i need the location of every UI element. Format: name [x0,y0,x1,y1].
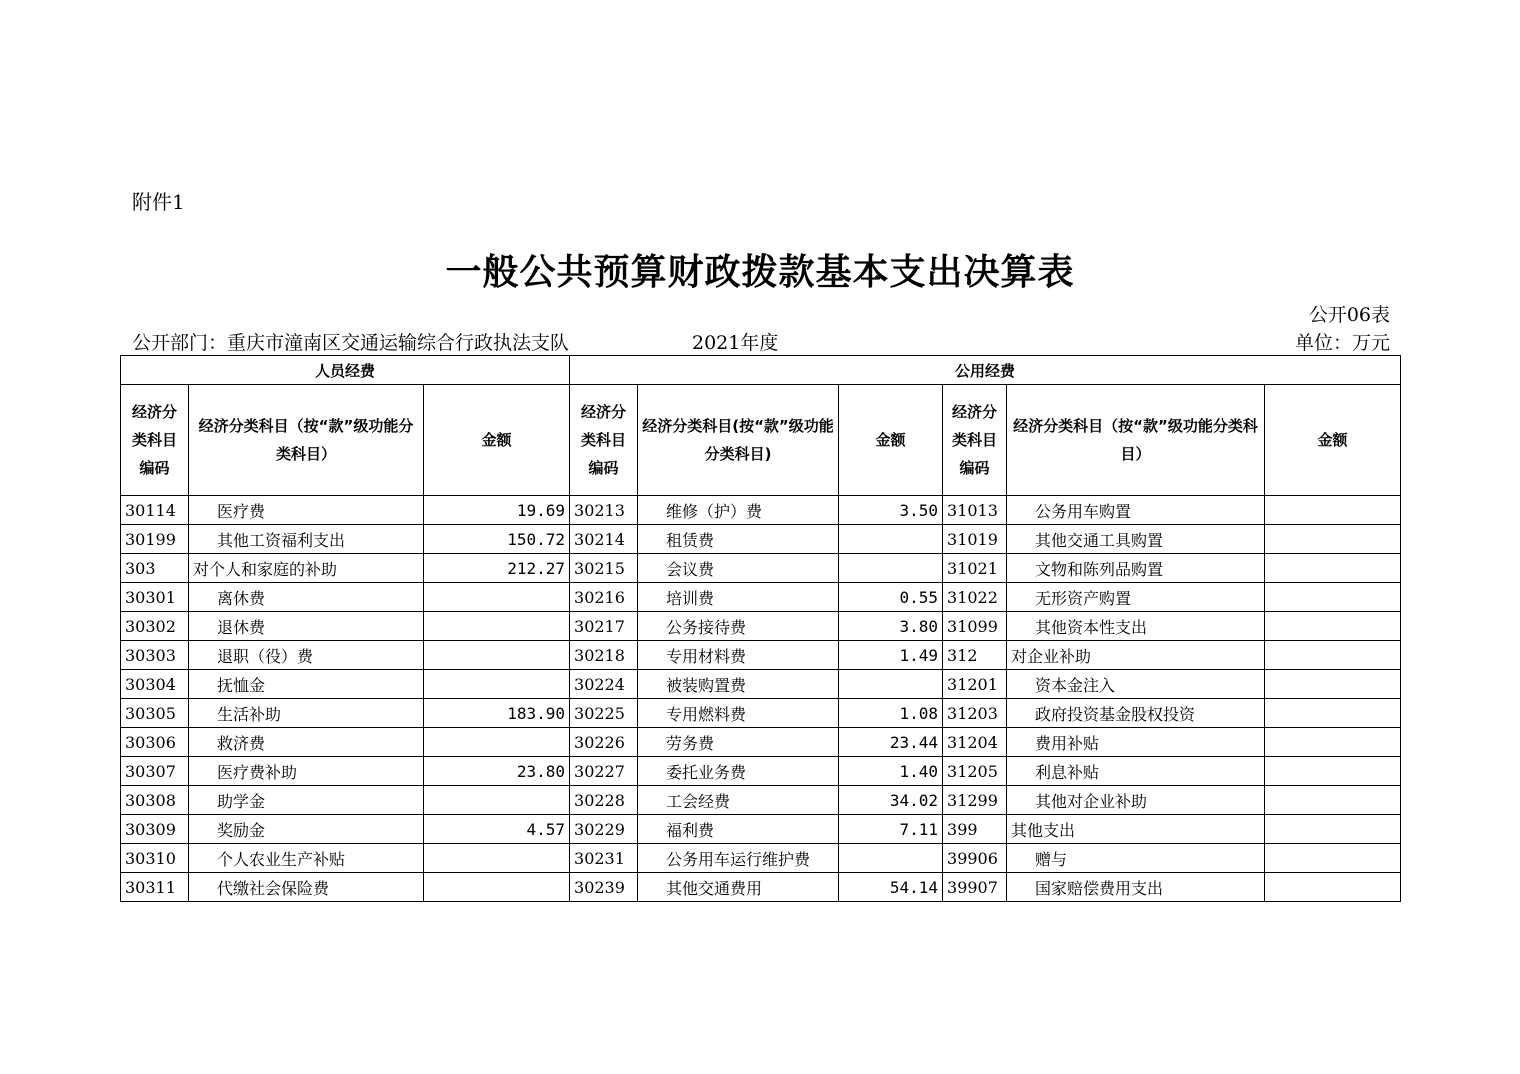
item-name-cell: 文物和陈列品购置 [1007,554,1265,583]
table-row [121,670,1401,699]
code-cell: 312 [943,641,1007,670]
table-row [121,815,1401,844]
amount-cell [1265,554,1401,583]
table-row [121,583,1401,612]
item-name-cell: 救济费 [189,728,424,757]
table-number: 公开06表 [1308,304,1390,326]
item-name-cell: 工会经费 [638,786,839,815]
code-cell: 30231 [570,844,638,873]
item-name-cell: 助学金 [189,786,424,815]
amount-cell: 34.02 [839,786,943,815]
table-row [121,699,1401,728]
item-name-cell: 福利费 [638,815,839,844]
code-cell: 30305 [121,699,189,728]
item-name-cell: 无形资产购置 [1007,583,1265,612]
amount-cell [1265,815,1401,844]
amount-cell: 3.50 [839,496,943,525]
amount-cell: 1.08 [839,699,943,728]
item-name-cell: 劳务费 [638,728,839,757]
code-cell: 31019 [943,525,1007,554]
item-name-cell: 公务接待费 [638,612,839,641]
item-name-cell: 其他交通工具购置 [1007,525,1265,554]
table-row [121,728,1401,757]
item-name-cell: 赠与 [1007,844,1265,873]
code-cell: 30213 [570,496,638,525]
table-row [121,873,1401,902]
item-name-cell: 委托业务费 [638,757,839,786]
item-name-cell: 退职（役）费 [189,641,424,670]
department-label: 公开部门：重庆市潼南区交通运输综合行政执法支队 [132,332,570,354]
amount-cell: 54.14 [839,873,943,902]
item-name-cell: 维修（护）费 [638,496,839,525]
group-header-row [121,356,1401,385]
code-cell: 30302 [121,612,189,641]
code-cell: 30216 [570,583,638,612]
item-name-cell: 其他工资福利支出 [189,525,424,554]
amount-cell [1265,612,1401,641]
code-cell: 30226 [570,728,638,757]
item-name-cell: 个人农业生产补贴 [189,844,424,873]
amount-cell [1265,844,1401,873]
item-name-cell: 代缴社会保险费 [189,873,424,902]
table-row [121,641,1401,670]
amount-cell: 1.49 [839,641,943,670]
table-row [121,844,1401,873]
code-cell: 30214 [570,525,638,554]
amount-cell [839,670,943,699]
code-cell: 31022 [943,583,1007,612]
code-cell: 31201 [943,670,1007,699]
amount-cell [424,641,570,670]
personnel-expense-header: 人员经费 [121,356,570,385]
item-name-cell: 费用补贴 [1007,728,1265,757]
amount-cell [1265,641,1401,670]
code-cell: 30225 [570,699,638,728]
item-name-cell: 抚恤金 [189,670,424,699]
public-expense-header: 公用经费 [570,356,1401,385]
item-name-cell: 公务用车购置 [1007,496,1265,525]
table-row [121,496,1401,525]
item-name-cell: 会议费 [638,554,839,583]
code-cell: 31205 [943,757,1007,786]
item-name-cell: 培训费 [638,583,839,612]
item-name-cell: 政府投资基金股权投资 [1007,699,1265,728]
code-cell: 30306 [121,728,189,757]
amount-cell: 183.90 [424,699,570,728]
amount-cell [839,844,943,873]
code-cell: 30309 [121,815,189,844]
item-name-cell: 被装购置费 [638,670,839,699]
column-header-row [121,385,1401,496]
amount-header: 金额 [424,385,570,496]
code-header: 经济分类科目编码 [943,385,1007,496]
amount-cell [1265,525,1401,554]
expenditure-table [120,355,1401,902]
item-name-cell: 离休费 [189,583,424,612]
amount-cell [424,670,570,699]
year-label: 2021年度 [692,332,779,354]
item-name-cell: 奖励金 [189,815,424,844]
amount-cell: 212.27 [424,554,570,583]
item-name-cell: 国家赔偿费用支出 [1007,873,1265,902]
code-cell: 39906 [943,844,1007,873]
amount-cell [424,844,570,873]
amount-header: 金额 [839,385,943,496]
table-body [121,496,1401,902]
item-name-cell: 其他交通费用 [638,873,839,902]
amount-cell [424,612,570,641]
amount-cell: 3.80 [839,612,943,641]
amount-cell [1265,496,1401,525]
amount-cell [424,873,570,902]
code-cell: 30199 [121,525,189,554]
code-cell: 30311 [121,873,189,902]
item-name-cell: 其他支出 [1007,815,1265,844]
amount-cell [1265,757,1401,786]
item-name-cell: 其他对企业补助 [1007,786,1265,815]
amount-header: 金额 [1265,385,1401,496]
table-row [121,554,1401,583]
code-cell: 30228 [570,786,638,815]
code-cell: 30217 [570,612,638,641]
amount-cell [1265,873,1401,902]
amount-cell [1265,670,1401,699]
code-header: 经济分类科目编码 [570,385,638,496]
attachment-label: 附件1 [132,190,185,214]
code-cell: 30307 [121,757,189,786]
table-row [121,525,1401,554]
amount-cell: 23.80 [424,757,570,786]
table-row [121,757,1401,786]
code-cell: 30215 [570,554,638,583]
amount-cell: 7.11 [839,815,943,844]
unit-label: 单位：万元 [1294,332,1390,354]
amount-cell: 4.57 [424,815,570,844]
item-name-cell: 其他资本性支出 [1007,612,1265,641]
code-cell: 31013 [943,496,1007,525]
code-cell: 30224 [570,670,638,699]
amount-cell: 150.72 [424,525,570,554]
code-cell: 30229 [570,815,638,844]
item-name-cell: 专用燃料费 [638,699,839,728]
code-cell: 31299 [943,786,1007,815]
code-cell: 30227 [570,757,638,786]
amount-cell [1265,728,1401,757]
item-name-cell: 专用材料费 [638,641,839,670]
amount-cell [424,728,570,757]
name-header: 经济分类科目（按“款”级功能分类科目） [1007,385,1265,496]
amount-cell [1265,699,1401,728]
code-header: 经济分类科目编码 [121,385,189,496]
amount-cell [839,554,943,583]
item-name-cell: 租赁费 [638,525,839,554]
code-cell: 303 [121,554,189,583]
code-cell: 30239 [570,873,638,902]
amount-cell: 23.44 [839,728,943,757]
amount-cell: 1.40 [839,757,943,786]
code-cell: 30301 [121,583,189,612]
code-cell: 399 [943,815,1007,844]
table-row [121,612,1401,641]
amount-cell: 19.69 [424,496,570,525]
amount-cell [424,583,570,612]
amount-cell [1265,583,1401,612]
code-cell: 30303 [121,641,189,670]
code-cell: 30310 [121,844,189,873]
item-name-cell: 医疗费 [189,496,424,525]
item-name-cell: 医疗费补助 [189,757,424,786]
name-header: 经济分类科目（按“款”级功能分类科目） [189,385,424,496]
code-cell: 31204 [943,728,1007,757]
item-name-cell: 利息补贴 [1007,757,1265,786]
item-name-cell: 对企业补助 [1007,641,1265,670]
item-name-cell: 退休费 [189,612,424,641]
code-cell: 30114 [121,496,189,525]
amount-cell [839,525,943,554]
code-cell: 31203 [943,699,1007,728]
amount-cell: 0.55 [839,583,943,612]
code-cell: 39907 [943,873,1007,902]
code-cell: 31021 [943,554,1007,583]
item-name-cell: 公务用车运行维护费 [638,844,839,873]
code-cell: 31099 [943,612,1007,641]
item-name-cell: 对个人和家庭的补助 [189,554,424,583]
table-row [121,786,1401,815]
code-cell: 30308 [121,786,189,815]
code-cell: 30218 [570,641,638,670]
amount-cell [1265,786,1401,815]
amount-cell [424,786,570,815]
page-title: 一般公共预算财政拨款基本支出决算表 [445,252,1075,293]
item-name-cell: 资本金注入 [1007,670,1265,699]
name-header: 经济分类科目(按“款”级功能分类科目) [638,385,839,496]
code-cell: 30304 [121,670,189,699]
item-name-cell: 生活补助 [189,699,424,728]
